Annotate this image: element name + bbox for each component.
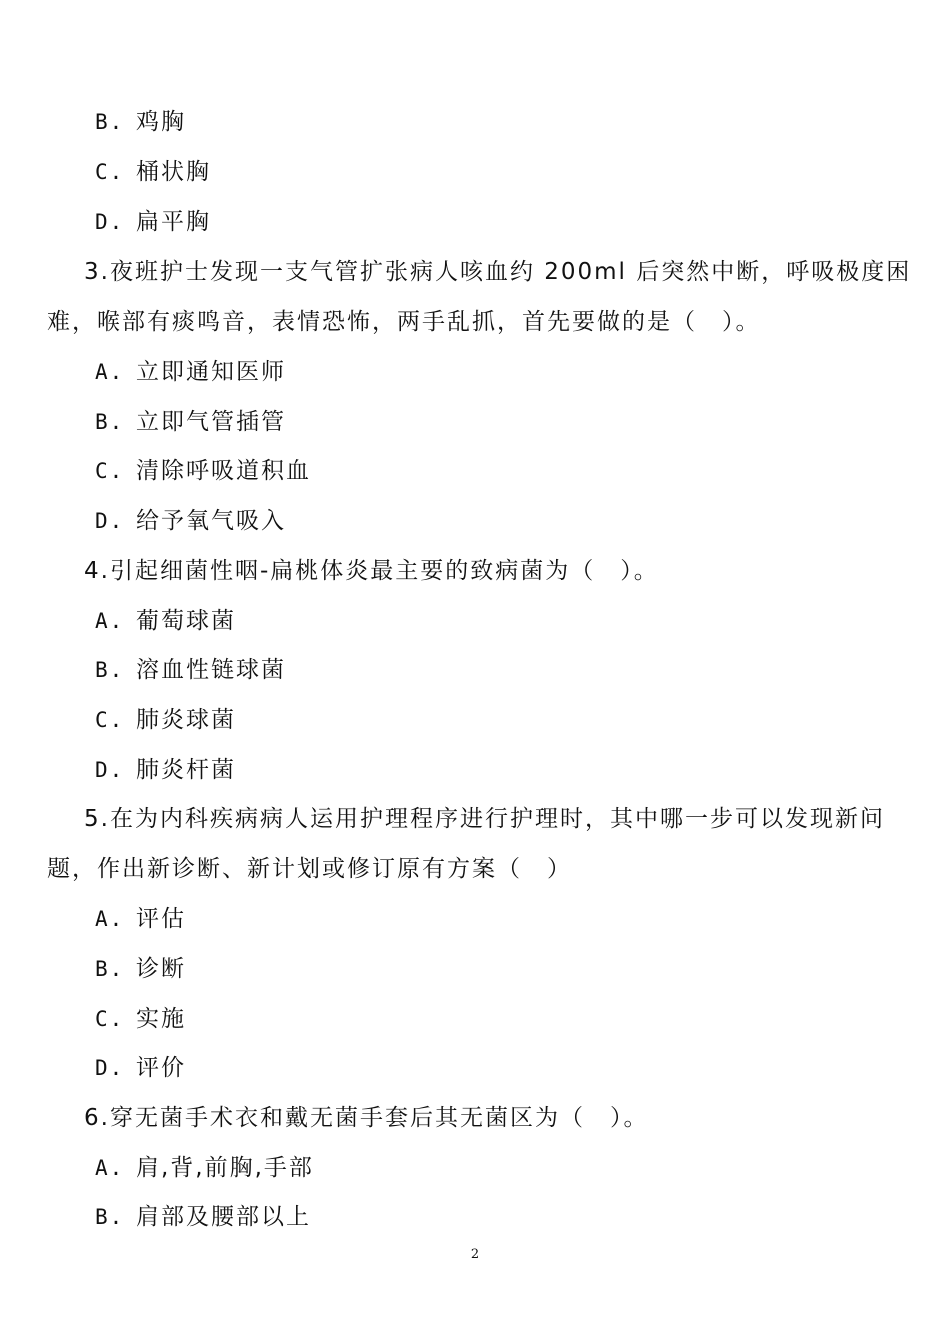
option-text: 葡萄球菌 (136, 608, 236, 634)
option-letter: D. (95, 210, 125, 234)
page-number: 2 (470, 1247, 480, 1262)
option-text: 评估 (136, 906, 186, 932)
question-6-text: 6.穿无菌手术衣和戴无菌手套后其无菌区为（ ）。 (84, 1105, 649, 1131)
option-text: 给予氧气吸入 (136, 508, 286, 534)
option-letter: B. (95, 410, 125, 434)
option-letter: C. (95, 708, 125, 732)
option-text: 肩部及腰部以上 (136, 1204, 311, 1230)
option-letter: C. (95, 1007, 125, 1031)
option-letter: A. (95, 1156, 125, 1180)
option-letter: B. (95, 957, 125, 981)
option-text: 评价 (136, 1055, 186, 1081)
option-text: 肩,背,前胸,手部 (136, 1155, 314, 1181)
question-3-text-cont: 难，喉部有痰鸣音，表情恐怖，两手乱抓，首先要做的是（ ）。 (47, 309, 761, 335)
option-text: 诊断 (136, 956, 186, 982)
option-letter: D. (95, 758, 125, 782)
option-letter: B. (95, 110, 125, 134)
option-letter: A. (95, 609, 125, 633)
option-text: 清除呼吸道积血 (136, 458, 311, 484)
option-letter: A. (95, 360, 125, 384)
option-letter: D. (95, 1056, 125, 1080)
question-3-text: 3.夜班护士发现一支气管扩张病人咳血约 200ml 后突然中断，呼吸极度困 (84, 259, 912, 285)
option-text: 扁平胸 (136, 209, 211, 235)
option-text: 溶血性链球菌 (136, 657, 286, 683)
option-text: 肺炎球菌 (136, 707, 236, 733)
option-letter: D. (95, 509, 125, 533)
option-text: 肺炎杆菌 (136, 757, 236, 783)
option-text: 实施 (136, 1006, 186, 1032)
option-letter: C. (95, 160, 125, 184)
option-text: 立即气管插管 (136, 409, 286, 435)
question-5-text: 5.在为内科疾病病人运用护理程序进行护理时，其中哪一步可以发现新问 (84, 806, 885, 832)
option-text: 桶状胸 (136, 159, 211, 185)
question-4-text: 4.引起细菌性咽-扁桃体炎最主要的致病菌为（ ）。 (84, 558, 659, 584)
option-text: 鸡胸 (136, 109, 186, 135)
question-5-text-cont: 题，作出新诊断、新计划或修订原有方案（ ） (47, 856, 572, 882)
option-letter: C. (95, 459, 125, 483)
option-letter: B. (95, 658, 125, 682)
option-text: 立即通知医师 (136, 359, 286, 385)
option-letter: B. (95, 1205, 125, 1229)
option-letter: A. (95, 907, 125, 931)
